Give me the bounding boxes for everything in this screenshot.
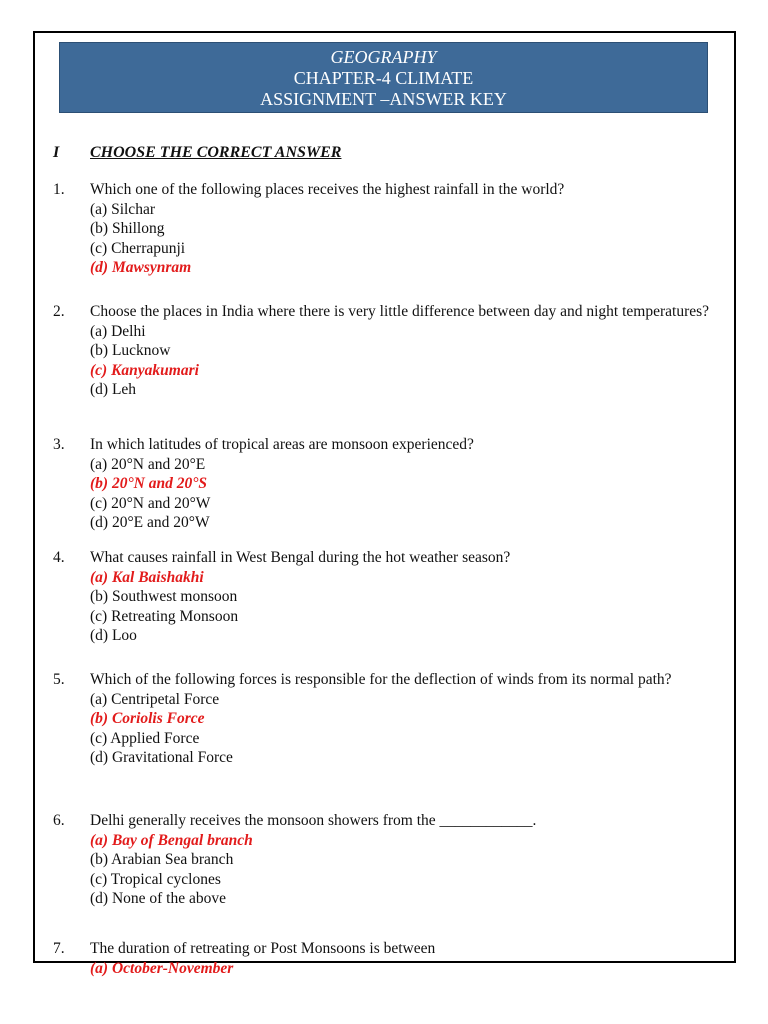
question-stem: Delhi generally receives the monsoon showers from the ____________. <box>90 812 537 829</box>
option: (b) Lucknow <box>90 342 171 359</box>
option: (c) Retreating Monsoon <box>90 607 239 625</box>
option: (c) 20°N and 20°W <box>90 494 211 512</box>
correct-option: (b) Coriolis Force <box>90 710 205 727</box>
question-number: 2. <box>53 303 65 320</box>
question-1 <box>53 180 720 278</box>
question-stem: Which one of the following places receives the highest rainfall in the world? <box>90 181 565 198</box>
question-7 <box>53 939 720 978</box>
question-number: 6. <box>53 812 65 829</box>
option: (a) 20°N and 20°E <box>90 455 206 473</box>
question-number: 4. <box>53 549 65 566</box>
question-4 <box>53 548 720 646</box>
question-number: 5. <box>53 671 65 688</box>
correct-option: (b) 20°N and 20°S <box>90 475 208 492</box>
option: (c) Cherrapunji <box>90 239 186 257</box>
question-3 <box>53 435 720 533</box>
option: (b) Shillong <box>90 220 165 237</box>
question-2 <box>53 302 720 400</box>
question-5 <box>53 670 720 768</box>
question-stem: In which latitudes of tropical areas are monsoon experienced? <box>90 436 474 453</box>
option: (a) Delhi <box>90 322 146 340</box>
option: (d) Leh <box>90 381 137 398</box>
question-stem: Which of the following forces is responsible for the deflection of winds from its normal path? <box>90 671 672 688</box>
option: (d) Gravitational Force <box>90 749 233 766</box>
question-number: 3. <box>53 436 65 453</box>
question-stem: What causes rainfall in West Bengal during the hot weather season? <box>90 549 511 566</box>
question-6 <box>53 811 720 909</box>
option: (d) 20°E and 20°W <box>90 514 210 531</box>
question-number: 7. <box>53 940 65 957</box>
option: (a) Silchar <box>90 200 155 218</box>
chapter-title: CHAPTER-4 CLIMATE <box>293 68 474 88</box>
correct-option: (d) Mawsynram <box>90 259 192 276</box>
header-banner <box>59 42 708 113</box>
assignment-title: ASSIGNMENT –ANSWER KEY <box>260 89 507 109</box>
question-stem: The duration of retreating or Post Monsoons is between <box>90 940 436 957</box>
section-title: CHOOSE THE CORRECT ANSWER <box>90 144 342 161</box>
option: (d) Loo <box>90 627 137 644</box>
question-number: 1. <box>53 181 65 198</box>
section-heading <box>53 144 341 162</box>
question-stem: Choose the places in India where there is very little difference between day and night temperatures? <box>90 303 710 320</box>
option: (a) Centripetal Force <box>90 690 220 708</box>
subject-title: GEOGRAPHY <box>330 47 437 67</box>
option: (c) Tropical cyclones <box>90 870 221 888</box>
option: (b) Arabian Sea branch <box>90 851 234 868</box>
correct-option: (a) Bay of Bengal branch <box>90 831 253 849</box>
option: (b) Southwest monsoon <box>90 588 238 605</box>
section-numeral: I <box>53 144 60 161</box>
correct-option: (a) Kal Baishakhi <box>90 568 204 586</box>
correct-option: (c) Kanyakumari <box>90 361 199 379</box>
option: (c) Applied Force <box>90 729 200 747</box>
option: (d) None of the above <box>90 890 227 907</box>
correct-option: (a) October-November <box>90 959 234 977</box>
